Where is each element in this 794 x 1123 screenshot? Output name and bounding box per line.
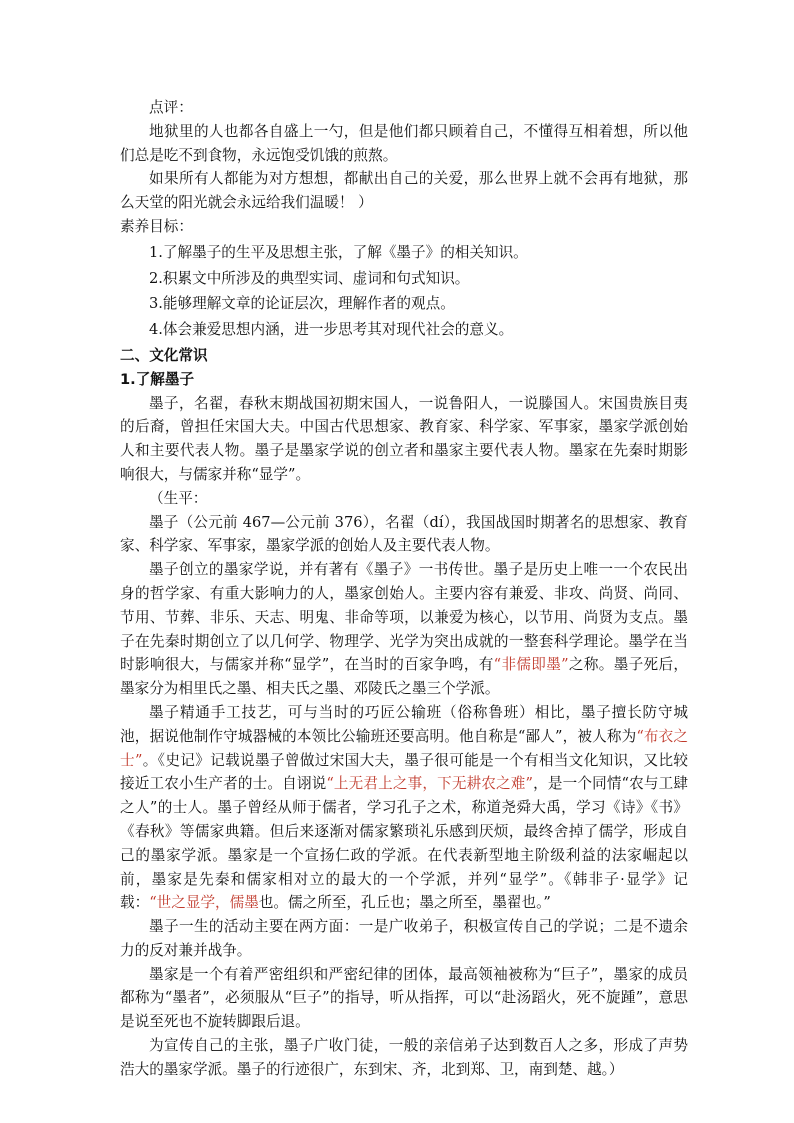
life-label: （生平： (149, 489, 208, 507)
life-paragraph-5: 墨家是一个有着严密组织和严密纪律的团体，最高领袖被称为“巨子”，墨家的成员都称为“墨者”，必须服从“巨子”的指导，听从指挥，可以“赴汤蹈火，死不旋踵”，意思是说至死也不旋转脚跟后退。 (120, 965, 688, 1031)
life-paragraph-6: 为宣传自己的主张，墨子广收门徒，一般的亲信弟子达到数百人之多，形成了声势浩大的墨家学派。墨子的行迹很广，东到宋、齐，北到郑、卫，南到楚、越。） (120, 1037, 688, 1078)
text-run: 也。儒之所至，孔丘也；墨之所至，墨翟也。” (258, 894, 551, 912)
goal-item: 4.体会兼爱思想内涵，进一步思考其对现代社会的意义。 (149, 321, 514, 339)
text-run: 墨子精通手工技艺，可与当时的巧匠公输班（俗称鲁班）相比，墨子擅长防守城池，据说他制作守城器械的本领比公输班还要高明。他自称是“鄙人”，被人称为 (120, 703, 688, 745)
highlighted-text: “上无君上之事，下无耕农之难” (326, 775, 533, 793)
comment-paragraph-1: 地狱里的人也都各自盛上一勺，但是他们都只顾着自己，不懂得互相着想，所以他们总是吃不到食物，永远饱受饥饿的煎熬。 (120, 122, 688, 164)
text-run: 墨子创立的墨家学说，并有著有《墨子》一书传世。墨子是历史上唯一一个农民出身的哲学家、有重大影响力的人，墨家创始人。主要内容有兼爱、非攻、尚贤、尚同、节用、节葬、非乐、天志、明鬼、非命等项，以兼爱为核心，以节用、尚贤为支点。墨子在先秦时期创立了以几何学、物理学、光学为突出成就的一整套科学理论。墨学在当时影响很大，与儒家并称“显学”，在当时的百家争鸣，有 (120, 561, 688, 674)
text-run: ，是一个同情“农与工肆之人”的士人。墨子曾经从师于儒者，学习孔子之术，称道尧舜大禹，学习《诗》《书》《春秋》等儒家典籍。但后来逐渐对儒家繁琐礼乐感到厌烦，最终舍掉了儒学，形成自己的墨家学派。墨家是一个宣扬仁政的学派。在代表新型地主阶级利益的法家崛起以前，墨家是先秦和儒家相对立的最大的一个学派，并列“显学”。《韩非子·显学》记载： (120, 775, 688, 912)
goal-item: 1.了解墨子的生平及思想主张，了解《墨子》的相关知识。 (149, 243, 528, 261)
highlighted-text: “世之显学，儒墨 (149, 894, 259, 912)
highlighted-text: “布衣之士” (120, 727, 688, 769)
intro-paragraph: 墨子，名翟，春秋末期战国初期宋国人，一说鲁阳人，一说滕国人。宋国贵族目夷的后裔，曾担任宋国大夫。中国古代思想家、教育家、科学家、军事家，墨家学派创始人和主要代表人物。墨子是墨家学说的创立者和墨家主要代表人物。墨家在先秦时期影响很大，与儒家并称“显学”。 (120, 394, 688, 483)
highlighted-text: “非儒即墨” (493, 656, 569, 674)
text-run: 。《史记》记载说墨子曾做过宋国大夫，墨子很可能是一个有相当文化知识，又比较接近工农小生产者的士。自诩说 (120, 751, 688, 793)
life-paragraph-2 (120, 558, 688, 701)
section-heading: 二、文化常识 (120, 346, 208, 364)
subsection-heading: 1.了解墨子 (120, 370, 195, 388)
document-body (120, 96, 688, 1082)
life-paragraph-1: 墨子（公元前 467—公元前 376），名翟（dí），我国战国时期著名的思想家、教育家、科学家、军事家，墨家学派的创始人及主要代表人物。 (120, 513, 688, 555)
life-paragraph-3 (120, 701, 688, 915)
goals-title: 素养目标： (120, 217, 193, 235)
comment-paragraph-2: 如果所有人都能为对方想想，都献出自己的关爱，那么世界上就不会再有地狱，那么天堂的阳光就会永远给我们温暖！ ） (120, 170, 688, 212)
comment-label: 点评： (149, 99, 193, 116)
text-run: 之称。墨子死后，墨家分为相里氏之墨、相夫氏之墨、邓陵氏之墨三个学派。 (120, 656, 688, 698)
life-paragraph-4: 墨子一生的活动主要在两方面：一是广收弟子，积极宣传自己的学说；二是不遗余力的反对兼并战争。 (120, 918, 688, 959)
goal-item: 3.能够理解文章的论证层次，理解作者的观点。 (149, 295, 455, 313)
goal-item: 2.积累文中所涉及的典型实词、虚词和句式知识。 (149, 269, 470, 287)
